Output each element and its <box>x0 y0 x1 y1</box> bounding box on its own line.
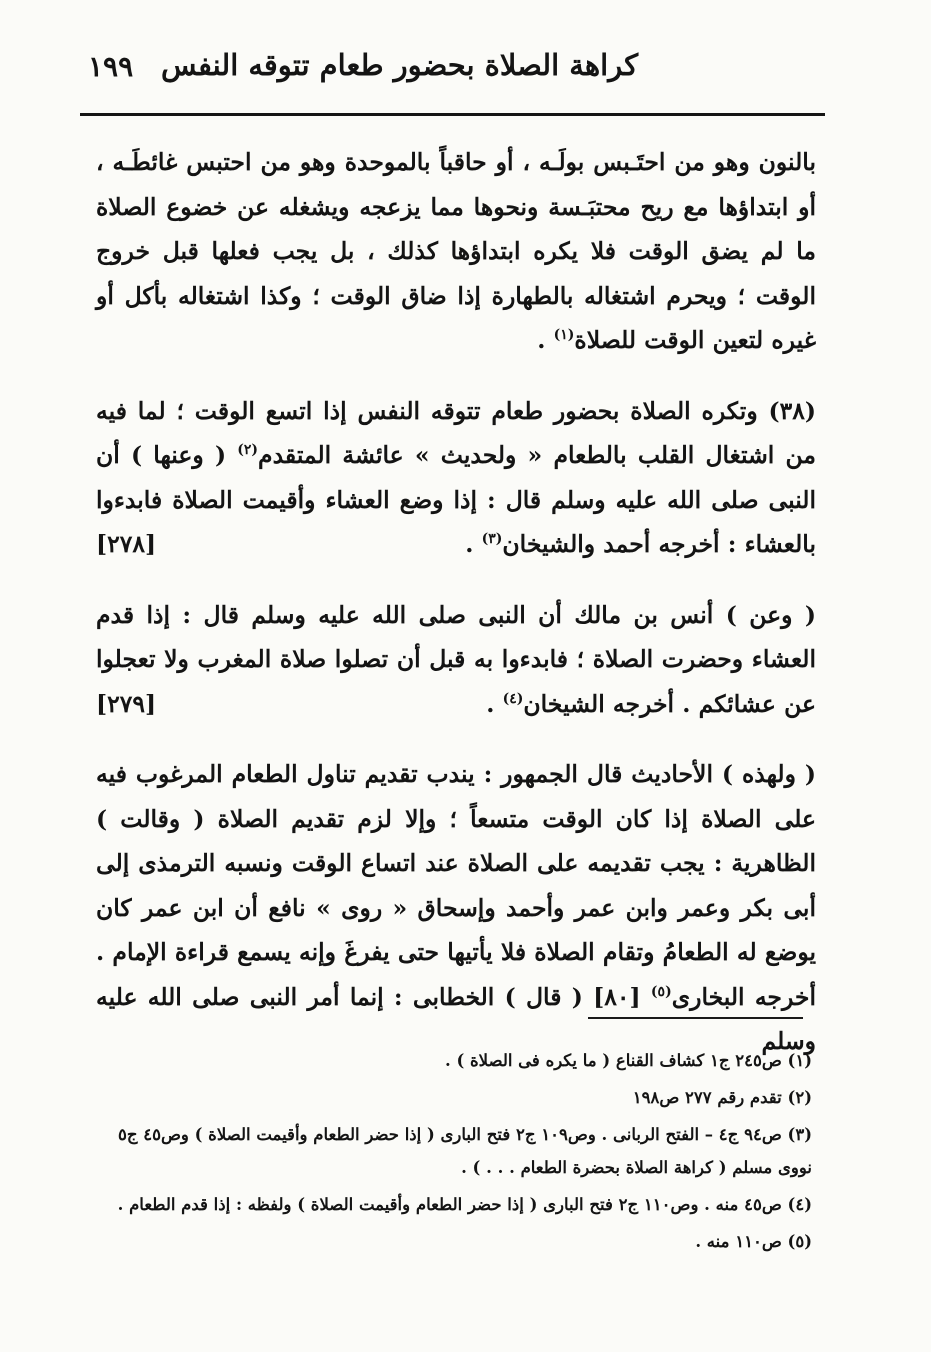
footnote-3: (٣) ص٩٤ ج٤ – الفتح الربانى . وص١٠٩ ج٢ فتح البارى ( إذا حضر الطعام وأقيمت الصلاة ) وص٤٥ ج٥ نووى مسلم ( كراهة الصلاة بحضرة الطعام . . . ) . <box>117 1125 812 1177</box>
footnote-marker-3: (٣) <box>481 531 503 548</box>
footnote-1: (١) ص٢٤٥ ج١ كشاف القناع ( ما يكره فى الصلاة ) . <box>444 1051 812 1070</box>
paragraph-38: (٣٨) وتكره الصلاة بحضور طعام تتوقه النفس إذا اتسع الوقت ؛ لما فيه من اشتغال القلب بالطعام « ولحديث » عائشة المتقدم$^{(٢)}$ ( وعنها ) أن النبى صلى الله عليه وسلم قال : إذا وضع العشاء وأقيمت الصلاة فابدءوا بالعشاء : أخرجه أحمد والشيخان$^{(٣)}$ . [٢٧٨] <box>96 389 816 567</box>
main-text <box>96 140 816 1064</box>
page-number: ١٩٩ <box>88 50 134 83</box>
paragraph-anas: ( وعن ) أنس بن مالك أن النبى صلى الله عليه وسلم قال : إذا قدم العشاء وحضرت الصلاة ؛ فابدءوا به قبل أن تصلوا صلاة المغرب ولا تعجلوا عن عشائكم . أخرجه الشيخان$^{(٤)}$ . [٢٧٩] <box>96 593 816 727</box>
footnote-marker-4: (٤) <box>502 690 524 707</box>
hadith-number-279: [٢٧٩] <box>96 689 157 718</box>
header-rule <box>80 113 825 116</box>
footnote-2: (٢) تقدم رقم ٢٧٧ ص١٩٨ <box>632 1088 812 1107</box>
footnote-marker-1: (١) <box>553 327 575 344</box>
footnote-4: (٤) ص٤٥ منه . وص١١٠ ج٢ فتح البارى ( إذا حضر الطعام وأقيمت الصلاة ) ولفظه : إذا قدم الطعام . <box>117 1195 812 1214</box>
footnotes <box>112 1044 812 1262</box>
footnote-5: (٥) ص١١٠ منه . <box>695 1232 812 1251</box>
running-title: كراهة الصلاة بحضور طعام تتوقه النفس <box>160 48 638 82</box>
hadith-number-278: [٢٧٨] <box>96 530 157 558</box>
footnote-rule <box>588 1017 803 1019</box>
page-header <box>88 42 828 92</box>
footnote-marker-5: (٥) <box>650 983 672 1000</box>
footnote-marker-2: (٢) <box>237 442 259 459</box>
paragraph-1: بالنون وهو من احتَـبس بولَـه ، أو حاقباً بالموحدة وهو من احتبس غائطَـه ، أو ابتداؤها مع ريح محتبَـسة ونحوها مما يزعجه ويشغله عن خضوع الصلاة ما لم يضق الوقت فلا يكره ابتداؤها كذلك ، بل يجب فعلها قبل خروج الوقت ؛ ويحرم اشتغاله بالطهارة إذا ضاق الوقت ؛ وكذا اشتغاله بأكل أو غيره لتعين الوقت للصلاة$^{(١)}$ . <box>96 148 816 354</box>
paragraph-jumhur: ( ولهذه ) الأحاديث قال الجمهور : يندب تقديم تناول الطعام المرغوب فيه على الصلاة إذا كان الوقت متسعاً ؛ وإلا لزم تقديم الصلاة ( وقالت ) الظاهرية : يجب تقديمه على الصلاة عند اتساع الوقت ونسبه الترمذى إلى أبى بكر وعمر وابن عمر وأحمد وإسحاق « روى » نافع أن ابن عمر كان يوضع له الطعامُ وتقام الصلاة فلا يأتيها حتى يفرغَ وإنه يسمع قراءة الإمام . أخرجه البخارى$^{(٥)}$ [٨٠] ( قال ) الخطابى : إنما أمر النبى صلى الله عليه وسلم <box>96 760 816 1055</box>
